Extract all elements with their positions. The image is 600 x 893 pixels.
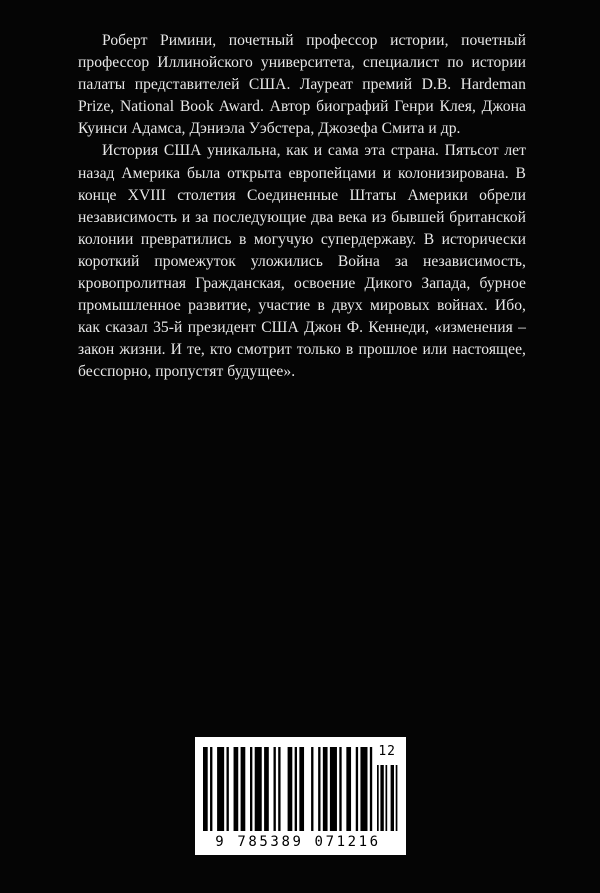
author-bio-paragraph: Роберт Римини, почетный профессор истории, почетный профессор Иллинойского университета, специалист по истории палаты представителей США. Лауреат премий D.B. Hardeman Prize, National Book Award. Автор биографий Генри Клея, Джона Куинси Адамса, Дэниэла Уэбстера, Джозефа Смита и др. (78, 32, 526, 138)
isbn-barcode (195, 737, 406, 855)
book-description-paragraph: История США уникальна, как и сама эта страна. Пятьсот лет назад Америка была открыта европейцами и колонизирована. В конце XVIII столетия Соединенные Штаты Америки обрели независимость и за последующие два века из бывшей британской колонии превратились в могучую супердержаву. В исторически короткий промежуток уложились Война за независимость, кровопролитная Гражданская, освоение Дикого Запада, бурное промышленное развитие, участие в двух мировых войнах. Ибо, как сказал 35-й президент США Джон Ф. Кеннеди, «изменения – закон жизни. И те, кто смотрит только в прошлое или настоящее, бесспорно, пропустят будущее». (78, 142, 526, 381)
barcode-number: 9 785389 071216 (215, 834, 381, 850)
barcode-addon-number: 12 (378, 744, 396, 759)
back-cover-text (78, 30, 526, 384)
